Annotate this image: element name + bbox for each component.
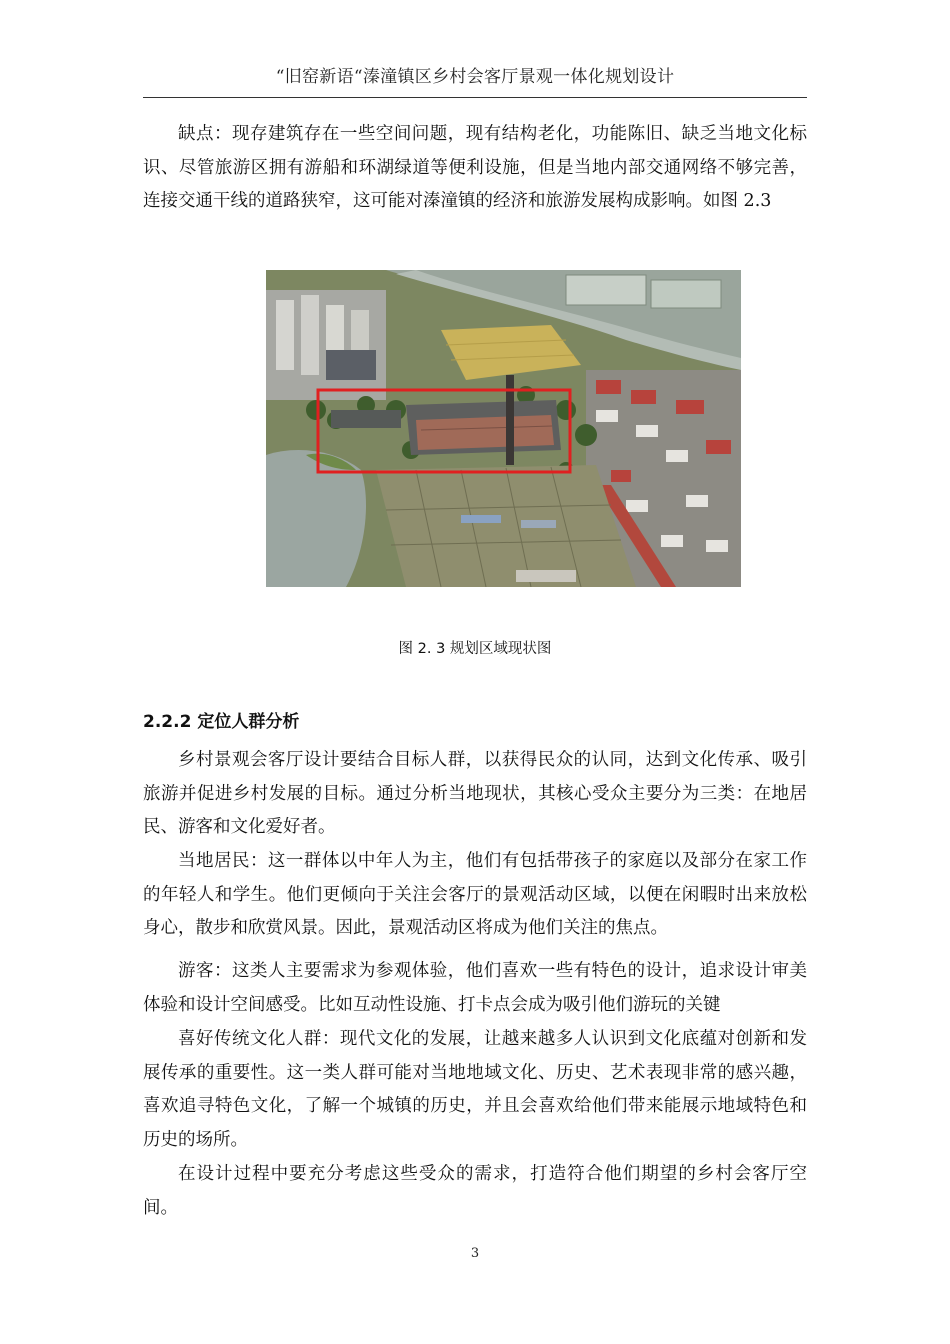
page-header: “旧窑新语“溱潼镇区乡村会客厅景观一体化规划设计 bbox=[275, 67, 675, 87]
page-number: 3 bbox=[470, 1246, 480, 1261]
paragraph-shortcomings: 缺点：现存建筑存在一些空间问题，现有结构老化，功能陈旧、缺乏当地文化标识、尽管旅游区拥有游船和环湖绿道等便利设施，但是当地内部交通网络不够完善，连接交通干线的道路狭窄，这可能对溱潼镇的经济和旅游发展构成影响。如图 2.3 bbox=[143, 124, 807, 211]
aerial-site-photo bbox=[266, 270, 741, 587]
paragraph-intro: 乡村景观会客厅设计要结合目标人群，以获得民众的认同，达到文化传承、吸引旅游并促进乡村发展的目标。通过分析当地现状，其核心受众主要分为三类：在地居民、游客和文化爱好者。 bbox=[143, 750, 807, 837]
section-heading: 2.2.2 定位人群分析 bbox=[143, 712, 300, 732]
paragraph-culture-lovers: 喜好传统文化人群：现代文化的发展，让越来越多人认识到文化底蕴对创新和发展传承的重要性。这一类人群可能对当地地域文化、历史、艺术表现非常的感兴趣，喜欢追寻特色文化，了解一个城镇的历史，并且会喜欢给他们带来能展示地域特色和历史的场所。 bbox=[143, 1029, 807, 1150]
header-divider bbox=[143, 97, 807, 98]
figure-caption: 图 2. 3 规划区域现状图 bbox=[398, 641, 552, 657]
paragraph-residents: 当地居民：这一群体以中年人为主，他们有包括带孩子的家庭以及部分在家工作的年轻人和学生。他们更倾向于关注会客厅的景观活动区域，以便在闲暇时出来放松身心，散步和欣赏风景。因此，景观活动区将成为他们关注的焦点。 bbox=[143, 851, 807, 938]
paragraph-tourists: 游客：这类人主要需求为参观体验，他们喜欢一些有特色的设计，追求设计审美体验和设计空间感受。比如互动性设施、打卡点会成为吸引他们游玩的关键 bbox=[143, 961, 807, 1015]
paragraph-conclusion: 在设计过程中要充分考虑这些受众的需求，打造符合他们期望的乡村会客厅空间。 bbox=[143, 1164, 807, 1218]
